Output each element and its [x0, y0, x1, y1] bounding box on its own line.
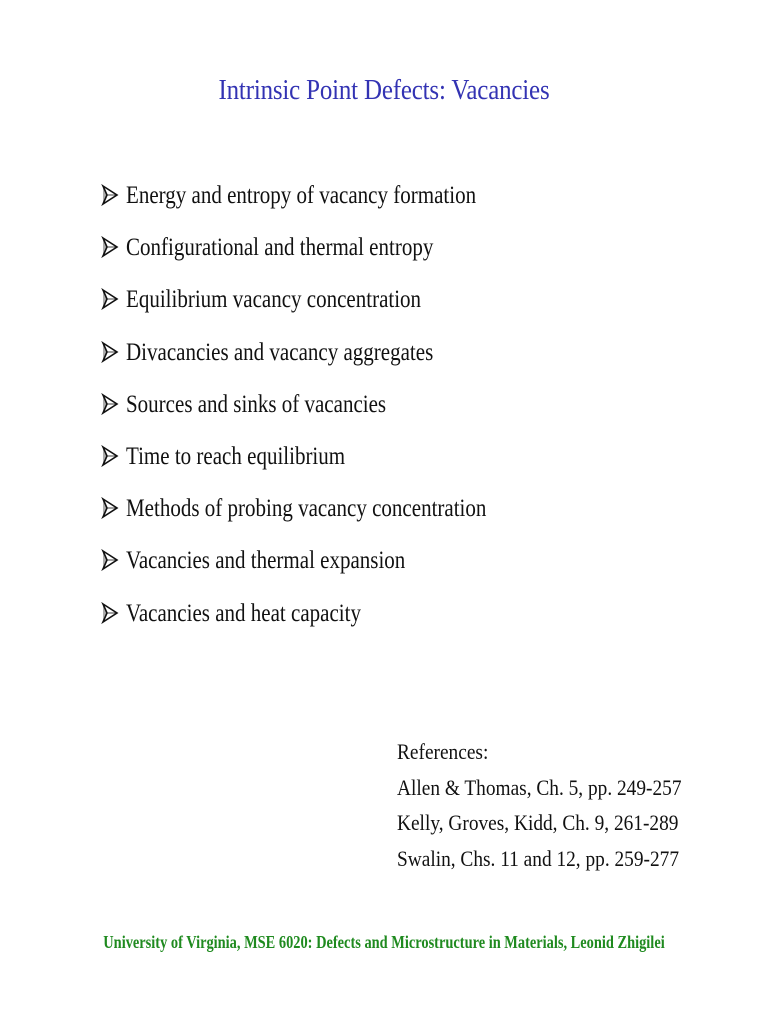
slide-title: Intrinsic Point Defects: Vacancies [218, 74, 550, 106]
bullet-item [100, 535, 555, 587]
reference-item: Kelly, Groves, Kidd, Ch. 9, 261-289 [397, 810, 679, 835]
bullet-text: Configurational and thermal entropy [126, 234, 434, 262]
bullet-text: Vacancies and heat capacity [126, 599, 361, 627]
bullet-text: Methods of probing vacancy concentration [126, 495, 487, 523]
bullet-item [100, 483, 555, 535]
arrowhead-bullet-icon [100, 236, 126, 260]
bullet-text: Energy and entropy of vacancy formation [126, 182, 477, 210]
course-footer: University of Virginia, MSE 6020: Defects and Microstructure in Materials, Leonid Zhigilei [103, 932, 665, 952]
references-block [397, 734, 728, 876]
bullet-text: Time to reach equilibrium [126, 443, 346, 471]
bullet-item [100, 431, 555, 483]
arrowhead-bullet-icon [100, 341, 126, 365]
references-heading: References: [397, 739, 489, 764]
bullet-item [100, 170, 555, 222]
arrowhead-bullet-icon [100, 549, 126, 573]
arrowhead-bullet-icon [100, 184, 126, 208]
bullet-list [100, 170, 555, 640]
reference-item: Swalin, Chs. 11 and 12, pp. 259-277 [397, 845, 680, 871]
bullet-item [100, 327, 555, 379]
bullet-item [100, 379, 555, 431]
bullet-item [100, 274, 555, 326]
bullet-text: Vacancies and thermal expansion [126, 547, 406, 575]
bullet-text: Sources and sinks of vacancies [126, 390, 387, 418]
bullet-item [100, 222, 555, 274]
arrowhead-bullet-icon [100, 602, 126, 626]
arrowhead-bullet-icon [100, 445, 126, 469]
arrowhead-bullet-icon [100, 288, 126, 312]
reference-item: Allen & Thomas, Ch. 5, pp. 249-257 [397, 774, 682, 800]
bullet-item [100, 588, 555, 640]
arrowhead-bullet-icon [100, 497, 126, 521]
arrowhead-bullet-icon [100, 393, 126, 417]
bullet-text: Equilibrium vacancy concentration [126, 286, 422, 314]
bullet-text: Divacancies and vacancy aggregates [126, 338, 434, 366]
